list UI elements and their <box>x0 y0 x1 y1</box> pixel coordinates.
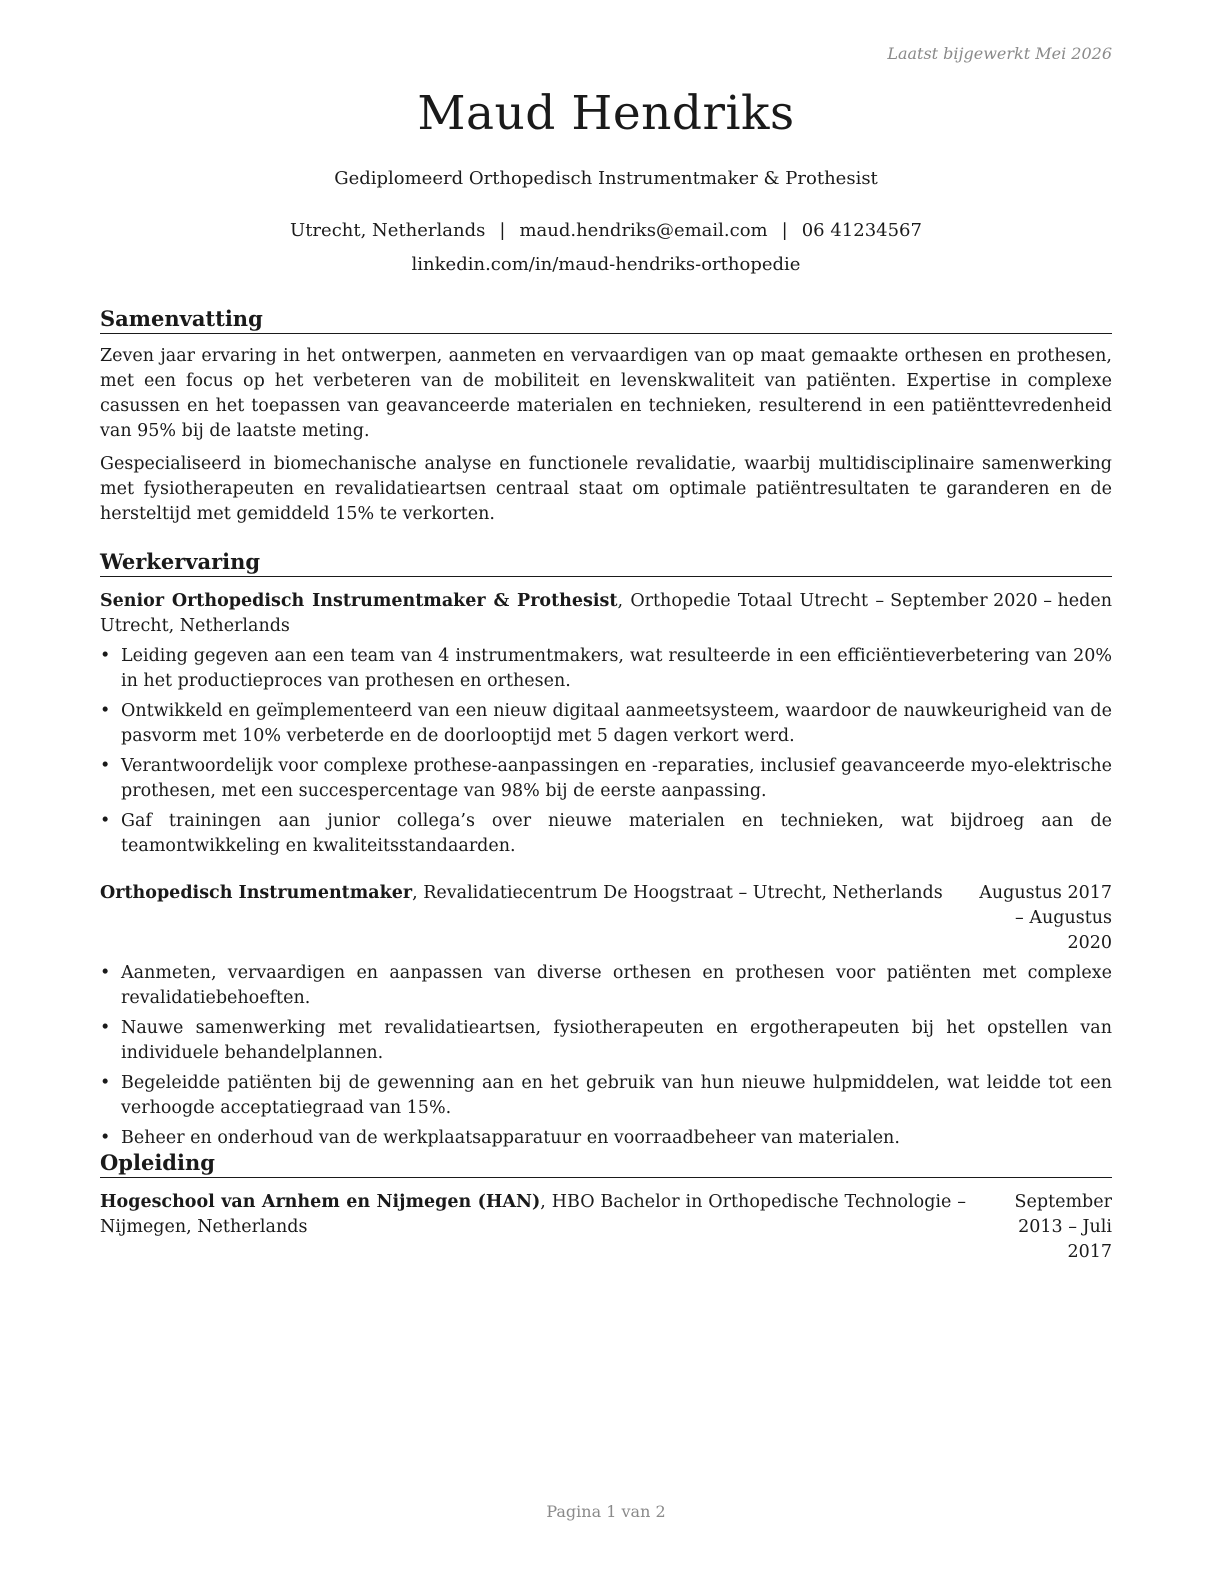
education-section <box>100 1150 1112 1265</box>
list-item <box>100 754 1112 804</box>
location: Utrecht, Netherlands <box>290 220 486 241</box>
list-item <box>100 644 1112 694</box>
summary-paragraph: Gespecialiseerd in biomechanische analyse en functionele revalidatie, waarbij multidisciplinaire samenwerking met fysiotherapeuten en revalidatieartsen centraal staat om optimale patiëntresultaten te garanderen en de hersteltijd met gemiddeld 15% te verkorten. <box>100 454 1112 524</box>
bullet-icon: • <box>100 701 111 721</box>
school-name: Hogeschool van Arnhem en Nijmegen (HAN) <box>100 1192 541 1212</box>
contact-separator: | <box>499 220 506 241</box>
job-dates: Augustus 2017 – Augustus 2020 <box>979 883 1112 953</box>
list-item <box>100 1071 1112 1121</box>
job-dates: September 2020 – heden <box>890 591 1112 611</box>
last-updated: Laatst bijgewerkt Mei 2026 <box>887 44 1112 63</box>
bullet-text: Leiding gegeven aan een team van 4 instrumentmakers, wat resulteerde in een efficiëntieverbetering van 20% in het productieproces van prothesen en orthesen. <box>121 646 1112 691</box>
bullet-text: Aanmeten, vervaardigen en aanpassen van diverse orthesen en prothesen voor patiënten met complexe revalidatiebehoeften. <box>121 963 1112 1008</box>
contact-line <box>100 220 1112 241</box>
list-item <box>100 809 1112 859</box>
section-title: Opleiding <box>100 1150 1112 1178</box>
bullet-text: Begeleidde patiënten bij de gewenning aan en het gebruik van hun nieuwe hulpmiddelen, wat leidde tot een verhoogde acceptatiegraad van 15%. <box>121 1073 1112 1118</box>
resume-page <box>100 0 1112 1584</box>
bullet-icon: • <box>100 756 111 776</box>
job-role-org <box>100 881 966 956</box>
list-item <box>100 961 1112 1011</box>
summary-paragraph: Zeven jaar ervaring in het ontwerpen, aanmeten en vervaardigen van op maat gemaakte orthesen en prothesen, met een focus op het verbeteren van de mobiliteit en levenskwaliteit van patiënten. Expertise in complexe casussen en het toepassen van geavanceerde materialen en technieken, resulterend in een patiënttevredenheid van 95% bij de laatste meting. <box>100 346 1112 441</box>
job-role-org <box>100 589 884 639</box>
job-bullets <box>100 644 1112 859</box>
bullet-text: Ontwikkeld en geïmplementeerd van een nieuw digitaal aanmeetsysteem, waardoor de nauwkeurigheid van de pasvorm met 10% verbeterde en de doorlooptijd met 5 dagen verkort werd. <box>121 701 1112 746</box>
bullet-text: Verantwoordelijk voor complexe prothese-aanpassingen en -reparaties, inclusief geavanceerde myo-elektrische prothesen, met een succespercentage van 98% bij de eerste aanpassing. <box>121 756 1112 801</box>
bullet-icon: • <box>100 1128 111 1148</box>
person-name: Maud Hendriks <box>417 86 795 141</box>
education-entry <box>100 1190 1112 1265</box>
email-link[interactable]: maud.hendriks@email.com <box>519 220 768 241</box>
bullet-text: Beheer en onderhoud van de werkplaatsapparatuur en voorraadbeheer van materialen. <box>121 1128 900 1148</box>
section-title: Samenvatting <box>100 306 1112 334</box>
bullet-text: Nauwe samenwerking met revalidatieartsen, fysiotherapeuten en ergotherapeuten bij het opstellen van individuele behandelplannen. <box>121 1018 1112 1063</box>
contact-separator: | <box>781 220 788 241</box>
phone-number: 06 41234567 <box>801 220 922 241</box>
section-title: Werkervaring <box>100 549 1112 577</box>
bullet-icon: • <box>100 963 111 983</box>
bullet-icon: • <box>100 1073 111 1093</box>
linkedin-link[interactable]: linkedin.com/in/maud-hendriks-orthopedie <box>411 254 801 275</box>
education-school-detail <box>100 1190 966 1265</box>
job-header <box>100 881 1112 956</box>
bullet-icon: • <box>100 646 111 666</box>
job-role: Senior Orthopedisch Instrumentmaker & Prothesist <box>100 591 618 611</box>
job-bullets <box>100 961 1112 1151</box>
bullet-text: Gaf trainingen aan junior collega’s over nieuwe materialen en technieken, wat bijdroeg aan de teamontwikkeling en kwaliteitsstandaarden. <box>121 811 1112 856</box>
education-dates: September 2013 – Juli 2017 <box>1014 1192 1112 1262</box>
bullet-icon: • <box>100 811 111 831</box>
summary-section <box>100 306 1112 527</box>
education-header <box>100 1190 1112 1265</box>
list-item <box>100 1126 1112 1151</box>
job-subtitle: Gediplomeerd Orthopedisch Instrumentmaker & Prothesist <box>334 168 878 189</box>
job-role: Orthopedisch Instrumentmaker <box>100 883 413 903</box>
page-number: Pagina 1 van 2 <box>546 1502 666 1521</box>
job-entry <box>100 589 1112 859</box>
list-item <box>100 699 1112 749</box>
list-item <box>100 1016 1112 1066</box>
job-entry <box>100 881 1112 1151</box>
bullet-icon: • <box>100 1018 111 1038</box>
experience-section <box>100 549 1112 1156</box>
degree-detail: , HBO Bachelor in Orthopedische Technologie – Nijmegen, Netherlands <box>100 1192 966 1237</box>
job-org: , Orthopedie Totaal Utrecht – Utrecht, Netherlands <box>100 591 885 636</box>
job-header <box>100 589 1112 639</box>
job-org: , Revalidatiecentrum De Hoogstraat – Utrecht, Netherlands <box>412 883 943 903</box>
